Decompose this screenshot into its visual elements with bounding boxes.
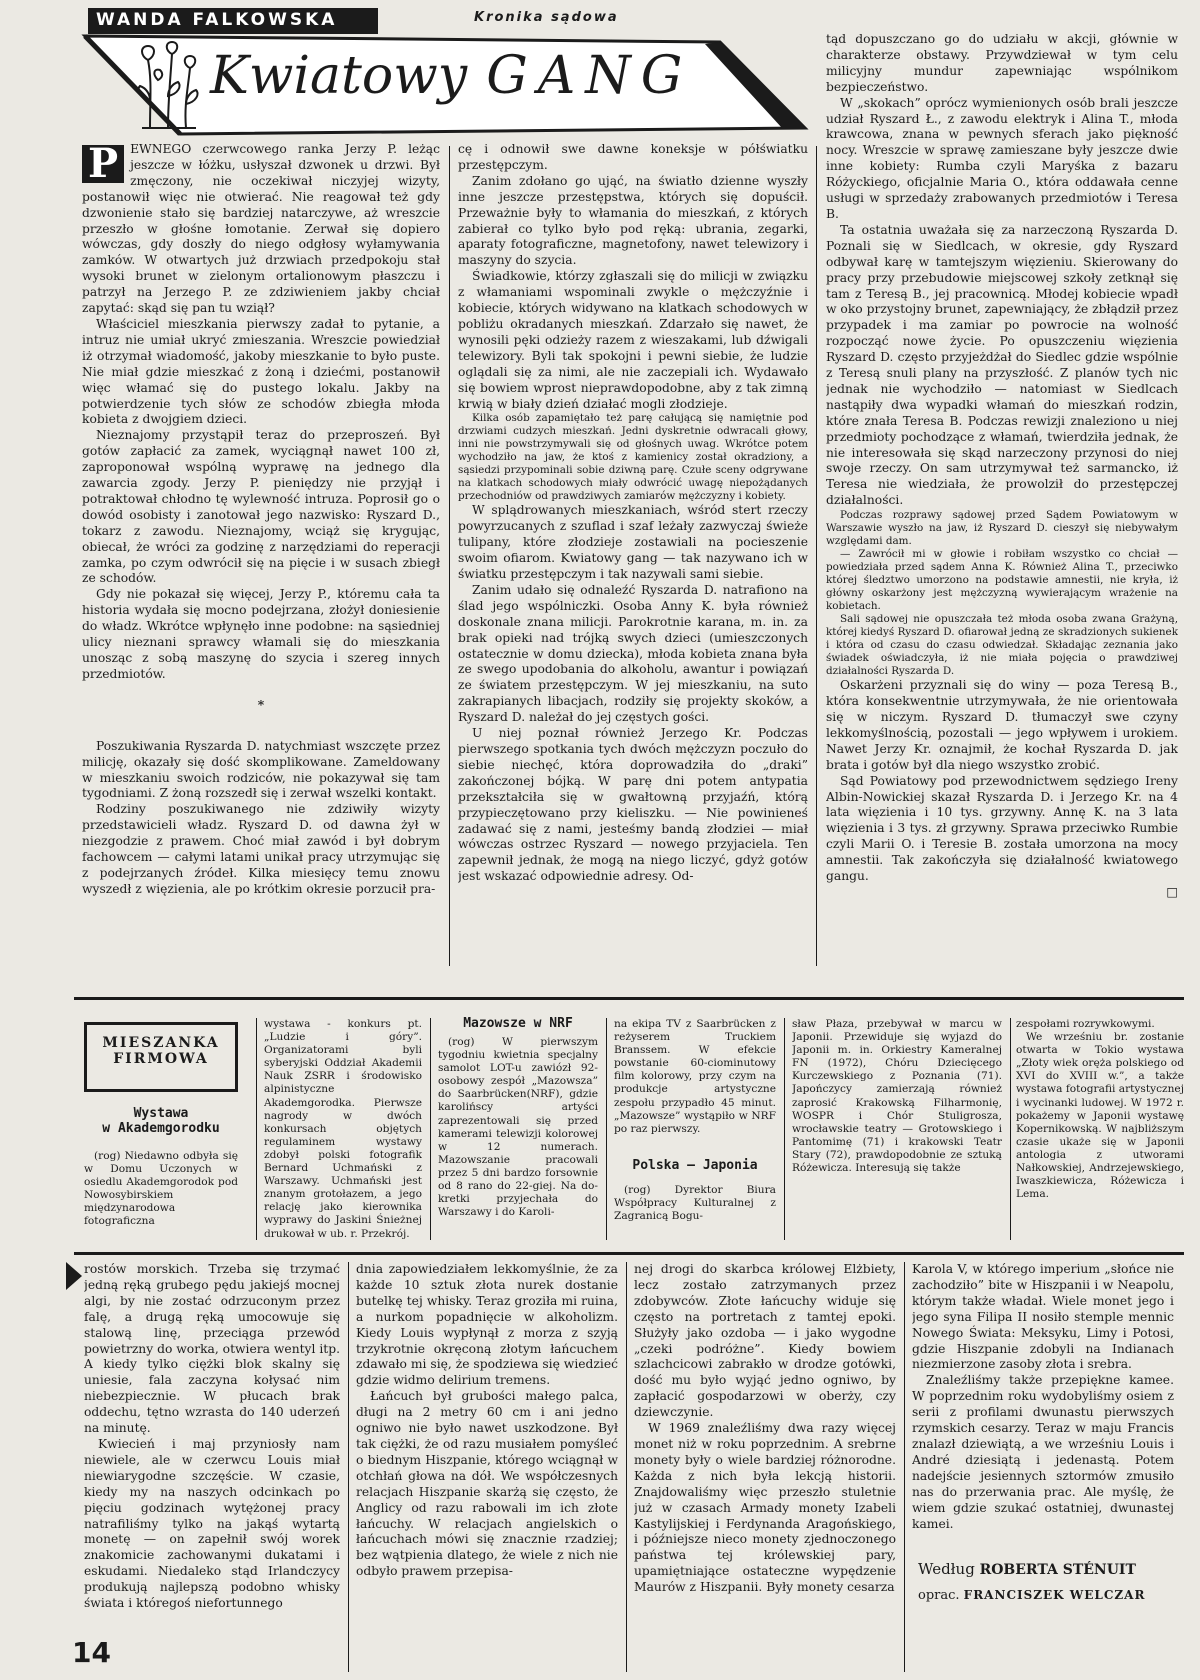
paragraph: Świadkowie, którzy zgłaszali się do milicji w związku z włamaniami wspominali zwykle o mężczyźnie i kobiecie, których widywano na klatkach schodowych w pobliżu okradanych mieszkań. Zdarzało się nawet, że wynosili pęki odzieży razem z wieszakami, lub dźwigali telewizory. Byli tak spokojni i pewni siebie, że ludzie oglądali się za nimi, ale nie zaczepiali ich. Wydawało się bowiem wprost nieprawdopodobne, aby z tak zimną krwią w biały dzień działać mogli złodzieje. <box>458 269 808 411</box>
paragraph: EWNEGO czerwcowego ranka Jerzy P. leżąc jeszcze w łóżku, usłyszał dzwonek u drzwi. Był zmęczony, nie oczekiwał niczyjej wizyty, postanowił więc nie otwierać. Nie reagował też gdy dzwonienie stało się bardziej natarczywe, aż wreszcie przeszło w głośne łomotanie. Zerwał się dopiero wówczas, gdy doszły do niego odgłosy wyłamywania zamków. W otwartych już drzwiach przedpokoju stał wysoki brunet w zielonym ortalionowym płaszczu i patrzył na Jerzego P. ze zdziwieniem jakby chciał zapytać: skąd się pan tu wziął? <box>82 142 440 316</box>
paragraph-small: Sali sądowej nie opuszczała też młoda osoba zwana Grażyną, której kiedyś Ryszard D. ofiarował jedną ze skradzionych sukienek i która od czasu do czasu odwiedzał. Składając zeznania jako świadek oświadczyła, iż nie miała pojęcia o prawdziwej działalności Ryszarda D. <box>826 613 1178 678</box>
news-bottom-rule <box>74 1252 1184 1255</box>
continuation-arrow-icon <box>66 1262 82 1290</box>
news-title-akademgorodek: w Akademgorodku <box>102 1121 220 1136</box>
column-rule <box>348 1262 349 1672</box>
page-number: 14 <box>72 1636 111 1669</box>
news-title-wystawa: Wystawa <box>133 1106 189 1121</box>
title-word-kwiatowy: Kwiatowy <box>210 46 468 106</box>
title-word-gang: GANG <box>486 46 693 106</box>
paragraph: Rodziny poszukiwanego nie zdziwiły wizyty przedstawicieli władz. Ryszard D. od dawna żył w niezgodzie z prawem. Choć miał zawód i był dobrym fachowcem — całymi latami unikał pracy utrzymując się z podejrzanych źródeł. Kilka miesięcy temu znowu wyszedł z więzienia, ale po krótkim okresie porzucił pra- <box>82 802 440 896</box>
paragraph-small: Kilka osób zapamiętało też parę całującą się namiętnie pod drzwiami cudzych mieszkań. Jedni dyskretnie odwracali głowy, inni nie powstrzymywali się od głośnych uwag. Wkrótce potem wychodziło na jaw, że ktoś z kamienicy został okradziony, a sąsiedzi przypominali sobie dziwną parę. Czułe sceny odgrywane na klatkach schodowych miały odwrócić uwagę niepożądanych przechodniów od prawdziwych zamiarów mężczyzny i kobiety. <box>458 412 808 503</box>
paragraph: Poszukiwania Ryszarda D. natychmiast wszczęte przez milicję, okazały się dość skomplikowane. Zameldowany w mieszkaniu swoich rodziców, nie pokazywał się tam tygodniami. Z żoną rozszedł się i zerwał wszelki kontakt. <box>82 738 440 801</box>
column-rule <box>256 1018 257 1240</box>
news-item-3b: sław Płaza, przebywał w marcu w Japonii. Przewiduje się wyjazd do Japonii m. in. Orkiestry Kameralnej FN (1972), Chóru Dziecięcego Kurczewskiego z Poznania (71). Japończycy zamierzają również zaprosić Krakowską Filharmonię, WOSPR i Chór Stuligrosza, wrocławskie teatry — Grotowskiego i Pantomimę (71) i krakowski Teatr Stary (72), prawdopodobnie ze sztuką Różewicza. Interesują się także <box>792 1018 1002 1175</box>
paragraph: Właściciel mieszkania pierwszy zadał to pytanie, a intruz nie umiał ukryć zmieszania. Wreszcie powiedział iż otrzymał wiadomość, jakoby mieszkanie to było puste. Nie miał gdzie mieszkać z żoną i dziećmi, postanowił więc włamać się do pustego lokalu. Jakby na potwierdzenie tych słów ze schodów zbiegła młoda kobieta z dwojgiem dzieci. <box>82 316 440 427</box>
column-rule <box>430 1018 431 1240</box>
article-column-1 <box>82 142 440 982</box>
author-credit <box>912 1560 1182 1603</box>
paragraph: Ta ostatnia uważała się za narzeczoną Ryszarda D. Poznali się w Siedlcach, w okresie, gdy Ryszard odbywał karę w tamtejszym więzieniu. Skierowany do pracy przy przebudowie miejscowej szkoły zetknął się tam z Teresą B., jej pracownicą. Młodej kobiecie wpadł w oko przystojny brunet, zapewniający, że zbłądził przez przypadek i ma zamiar po powrocie na wolność rozpocząć nowe życie. Po opuszczeniu więzienia Ryszard D. często przyjeżdżał do Siedlec gdzie wspólnie z Teresą snuli plany na przyszłość. Z planów tych nic jednak nie wychodziło — natomiast w Siedlcach nastąpiły dwa wypadki włamań do mieszkań rodzin, które znała Teresa B. Podczas rewizji znaleziono u niej przedmioty pochodzące z włamań, twierdziła jednak, że nie interesowała się skąd narzeczony przynosi do niej swoje rzeczy. On sam utrzymywał też sarmancko, iż Teresa nie wiedziała, że prowolził do przestępczej działalności. <box>826 222 1178 508</box>
news-title-mazowsze: Mazowsze w NRF <box>463 1016 573 1031</box>
paragraph: Zanim zdołano go ująć, na światło dzienne wyszły inne jeszcze przestępstwa, których się dopuścił. Przeważnie były to włamania do mieszkań, z których zabierał co tylko było pod ręką: ubrania, zegarki, aparaty fotograficzne, magnetofony, nawet telewizory i maszyny do szycia. <box>458 173 808 268</box>
news-item-3a: (rog) Dyrektor Biura Współpracy Kulturalnej z Zagranicą Bogu- <box>614 1184 776 1223</box>
column-rule <box>904 1262 905 1672</box>
continued-column-4: Karola V, w którego imperium „słońce nie zachodziło” bite w Hiszpanii i w Neapolu, którym także władał. Wiele monet jego i jego syna Filipa II nosiło stemple mennic Nowego Świata: Meksyku, Limy i Potosi, gdzie Hiszpanie zdobyli na Indianach niezmierzone zasoby złota i srebra. Znaleźliśmy także przepiękne kamee. W poprzednim roku wydobyliśmy osiem z serii z profilami dwunastu pierwszych rzymskich cesarzy. Teraz w maju Francis znalazł dziewiątą, a we wrześniu Louis i André dziesiątą i jedenastą. Potem nadejście jesiennych sztormów zmusiło nas do przerwania prac. Ale myślę, że wiem gdzie szukać ostatniej, dwunastej kamei. <box>912 1262 1174 1531</box>
paragraph: Zanim udało się odnaleźć Ryszarda D. natrafiono na ślad jego wspólniczki. Osoba Anny K. była również doskonale znana milicji. Parokrotnie karana, m. in. za brak opieki nad trójką swych dzieci (umieszczonych ostatecznie w domu dziecka), młoda kobieta znana była ze swego upodobania do alkoholu, awantur i powiązań ze światem przestępczym. W jej mieszkaniu, na suto zakrapianych libacjach, rodziły się projekty skoków, a Ryszard D. należał do jej częstych gości. <box>458 582 808 725</box>
column-rule <box>784 1018 785 1240</box>
paragraph-small: Podczas rozprawy sądowej przed Sądem Powiatowym w Warszawie wyszło na jaw, iż Ryszard D. cieszył się niebywałym względami dam. <box>826 509 1178 548</box>
credit-author: ROBERTA STÉNUIT <box>979 1562 1136 1578</box>
section-separator: * <box>257 696 265 712</box>
paragraph: Nieznajomy przystąpił teraz do przeproszeń. Był gotów zapłacić za zamek, wyciągnął nawet 100 zł, zaproponował wspólną wyprawę na jednego dla zawarcia zgody. Jerzy P. pieniędzy nie przyjął i potraktował chłodno tę wylewność intruza. Poprosił go o dowód osobisty i zanotował jego nazwisko: Ryszard D., tokarz z zawodu. Nieznajomy, wciąż się krygując, obiecał, że wróci za godzinę z narzędziami do reperacji zamka, po czym odwrócił się na pięcie i w susach zbiegł ze schodów. <box>82 428 440 586</box>
news-item-2a: (rog) W pierwszym tygodniu kwietnia specjalny samolot LOT-u zawiózł 92-osobowy zespół „Mazowsza” do Saarbrücken(NRF), gdzie karolińscy artyści zaprezentowali się przed kamerami telewizji kolorowej w 12 numerach. Mazowszanie pracowali przez 5 dni bardzo forsownie od 8 rano do 22-giej. Na do- kretki przyjechała do Warszawy i do Karoli- <box>438 1036 598 1219</box>
credit-editor: FRANCISZEK WELCZAR <box>963 1588 1146 1602</box>
news-item-1a: (rog) Niedawno odbyła się w Domu Uczonych w osiedlu Akademgorodok pod Nowosybirskiem międzynarodowa fotograficzna <box>84 1150 238 1228</box>
mieszanka-firmowa-box <box>84 1022 238 1092</box>
credit-prefix: oprac. <box>918 1588 960 1603</box>
paragraph: Gdy nie pokazał się więcej, Jerzy P., któremu cała ta historia wydała się mocno podejrzana, złożył doniesienie do władz. Wkrótce wpłynęło inne podobne: na sąsiedniej ulicy nieznani sprawcy włamali się do mieszkania unosząc z sobą maszynę do szycia i szereg innych przedmiotów. <box>82 587 440 681</box>
paragraph-small: — Zawrócił mi w głowie i robiłam wszystko co chciał — powiedziała przed sądem Anna K. Również Alina T., przeciwko której śledztwo umorzono na podstawie amnestii, nie kryła, iż główny oskarżony jest mężczyzną wywierającym wrażenie na kobietach. <box>826 548 1178 613</box>
paragraph: tąd dopuszczano go do udziału w akcji, głównie w charakterze obstawy. Przywdziewał w tym celu milicyjny mundur zapewniając wspólnikom bezpieczeństwo. <box>826 32 1178 94</box>
column-rule <box>626 1262 627 1672</box>
news-item-3c: zespołami rozrywkowymi. We wrześniu br. zostanie otwarta w Tokio wystawa „Złoty wiek oręża polskiego od XVI do XVIII w.”, a także wystawa fotografii artystycznej i wycinanki ludowej. W 1972 r. pokażemy w Japonii wystawę Kopernikowską. W najbliższym czasie ukaże się w Japonii antologia z utworami Nałkowskiej, Andrzejewskiego, Iwaszkiewicza, Różewicza i Lema. <box>1016 1018 1184 1201</box>
author-name: WANDA FALKOWSKA <box>96 10 338 30</box>
article-column-3 <box>826 32 1178 980</box>
news-item-1b: wystawa - konkurs pt. „Ludzie i góry”. Organizatorami byli syberyjski Oddział Akademii Nauk ZSRR i środowisko alpinistyczne Akademgorodka. Pierwsze nagrody w dwóch konkursach objętych regulaminem wystawy zdobył polski fotografik Bernard Uchmański z Warszawy. Uchmański jest znanym grotołazem, a jego relację jako kierownika wyprawy do Jaskini Śnieżnej drukował w ub. r. Przekrój. <box>264 1018 422 1240</box>
article-title <box>210 46 730 116</box>
box-title-2: FIRMOWA <box>113 1051 209 1067</box>
end-mark: □ <box>1166 884 1178 899</box>
paragraph: Sąd Powiatowy pod przewodnictwem sędziego Ireny Albin-Nowickiej skazał Ryszarda D. i Jerzego Kr. na 4 lata więzienia i 10 tys. grzywny. Annę K. na 3 lata więzienia i 3 tys. zł grzywny. Sprawa przeciwko Rumbie czyli Marii O. i Teresie B. została umorzona na mocy amnestii. Tak zakończyła się działalność kwiatowego gangu. <box>826 773 1178 884</box>
paragraph: Oskarżeni przyznali się do winy — poza Teresą B., która konsekwentnie utrzymywała, że nie orientowała się w niczym. Ryszard D. tłumaczył swe czyny lekkomyślnością, pozostali — jego wpływem i urokiem. Nawet Jerzy Kr. oznajmił, że kochał Ryszarda D. jak brata i gotów był dla niego wszystko zrobić. <box>826 678 1178 772</box>
article-column-2 <box>458 142 808 982</box>
continued-column-1: rostów morskich. Trzeba się trzymać jedną ręką grubego pędu jakiejś mocnej algi, by nie zostać odrzuconym przez falę, a drugą ręką umocowuje się stalową linę, przeciąga przewód powietrzny do worka, otwiera wentyl itp. A kiedy tylko ciężki blok skalny się uniesie, fala zaczyna kołysać nim niebezpiecznie. W płucach brak oddechu, tętno wzrasta do 140 uderzeń na minutę. Kwiecień i maj przyniosły nam niewiele, ale w czerwcu Louis miał niewiarygodne szczęście. W czasie, kiedy my na naszych odcinkach po pięciu godzinach wytężonej pracy natrafiliśmy tylko na jakąś wytartą monetę — on zapełnił swój worek znakomicie zachowanymi dukatami i eskudami. Niedaleko stąd Irlandczycy produkują najlepszą podobno whisky świata i któregoś niefortunnego <box>84 1262 340 1611</box>
dropcap: P <box>82 145 124 183</box>
column-rule <box>606 1018 607 1240</box>
column-rule <box>816 146 817 966</box>
column-rule <box>1010 1018 1011 1240</box>
paragraph: W splądrowanych mieszkaniach, wśród stert rzeczy powyrzucanych z szuflad i szaf leżały zazwyczaj świeże tulipany, które złodzieje zostawiali na pocieszenie swoim ofiarom. Kwiatowy gang — tak nazywano ich w światku przestępczym i tak nazywali sami siebie. <box>458 503 808 582</box>
paragraph: cę i odnowił swe dawne koneksje w półświatku przestępczym. <box>458 142 808 172</box>
continued-column-3: nej drogi do skarbca królowej Elżbiety, lecz zostało zatrzymanych przez zdobywców. Złote łańcuchy widuje się często na portretach z tamtej epoki. Służyły jako ozdoba — i jako wygodne „czeki podróżne”. Kiedy bowiem szlachcicowi zabrakło w drodze gotówki, dość mu było wyjąć jedno ogniwo, by zapłacić gospodarzowi w oberży, czy dziewczynie. W 1969 znaleźliśmy dwa razy więcej monet niż w roku poprzednim. A srebrne monety były o wiele bardziej różnorodne. Każda z nich była lekcją historii. Znajdowaliśmy więc przeszło stuletnie już w czasach Armady monety Izabeli Kastylijskiej i Ferdynanda Aragońskiego, i późniejsze nieco monety zjednoczonego państwa tej królewskiej pary, upamiętniające ostateczne wypędzenie Maurów z Hiszpanii. Były monety cesarza <box>634 1262 896 1595</box>
column-rule <box>449 146 450 966</box>
box-title-1: MIESZANKA <box>102 1035 220 1051</box>
paragraph: U niej poznał również Jerzego Kr. Podczas pierwszego spotkania tych dwóch mężczyzn poczuło do siebie niechęć, która doprowadziła do „draki” zakończonej bójką. W parę dni potem antypatia przekształciła się w gwałtowną przyjaźń, którą przypieczętowano przy kieliszku. — Nie powinieneś zadawać się z nami, jesteśmy bandą złodziei — miał wówczas ostrzec Ryszard — nowego przyjaciela. Ten zapewnił jednak, że mogą na niego liczyć, gdyż gotów jest wskazać odpowiednie adresy. Od- <box>458 726 808 884</box>
news-top-rule <box>74 997 1184 1000</box>
section-label: Kronika sądowa <box>474 10 619 25</box>
news-title-polska-japonia: Polska — Japonia <box>632 1158 758 1173</box>
news-item-2b: na ekipa TV z Saarbrücken z reżyserem Truckiem Branssem. W efekcie powstanie 60-ciominutowy film kolorowy, przy czym na produkcje artystyczne zespołu przypadło 45 minut. „Mazowsze” wystąpiło w NRF po raz pierwszy. <box>614 1018 776 1135</box>
flower-illustration-icon <box>128 40 208 132</box>
continued-column-2: dnia zapowiedziałem lekkomyślnie, że za każde 10 sztuk złota nurek dostanie butelkę tej whisky. Teraz groziła mi ruina, a nurkom popadnięcie w alkoholizm. Kiedy Louis wypłynął z morza z szyją trzykrotnie okręconą złotym łańcuchem zdawało mi się, że spodziewa się wiedzieć gdzie widmo delirium tremens. Łańcuch był grubości małego palca, długi na 2 metry 60 cm i ani jedno ogniwo nie było nawet uszkodzone. Był tak ciężki, że od razu musiałem pomyśleć o biednym Hiszpanie, którego wciągnął w otchłań głowa na dół. We współczesnych relacjach Hiszpanie skarżą się często, że Anglicy od razu rabowali im ich złote łańcuchy. W relacjach angielskich o łańcuchach mówi się znacznie rzadziej; bez wątpienia dlatego, że wiele z nich nie odbyło prawem przepisa- <box>356 1262 618 1579</box>
paragraph: W „skokach” oprócz wymienionych osób brali jeszcze udział Ryszard Ł., z zawodu elektryk i Alina T., młoda krawcowa, znana w pewnych sferach jako piękność nocy. Wreszcie w sprawę zamieszane były jeszcze dwie inne kobiety: Rumba czyli Maryśka z bazaru Różyckiego, oficjalnie Maria O., która oddawała cenne usługi w sprzedaży zrabowanych przedmiotów i Teresa B. <box>826 95 1178 221</box>
credit-prefix: Według <box>918 1560 975 1578</box>
